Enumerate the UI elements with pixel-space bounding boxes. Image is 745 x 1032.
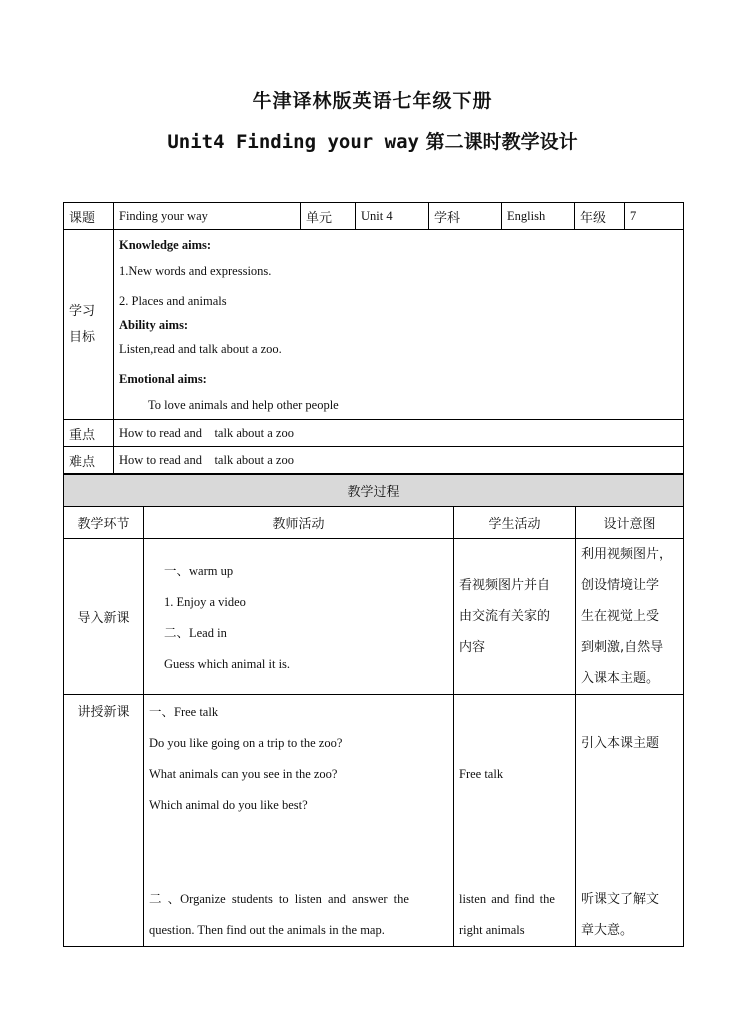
teach-purpose-2: 听课文了解文 — [581, 892, 660, 907]
intro-purpose-5: 入课本主题。 — [581, 671, 660, 686]
objectives-label-line2: 目标 — [69, 329, 96, 345]
teach-teacher-2: Do you like going on a trip to the zoo? — [149, 736, 343, 750]
teach-teacher-4: Which animal do you like best? — [149, 798, 308, 812]
process-section-title: 教学过程 — [64, 475, 684, 507]
lesson-info-table — [63, 202, 684, 474]
ability-aims-title: Ability aims: — [119, 317, 189, 332]
intro-teacher-2: 1. Enjoy a video — [164, 594, 246, 609]
teach-teacher-5: 二 、Organize students to listen and answer the — [149, 892, 409, 906]
grade-label: 年级 — [575, 203, 625, 230]
emotional-aim-1: To love animals and help other people — [148, 397, 339, 412]
intro-student-2: 由交流有关家的 — [459, 609, 551, 624]
intro-student-3: 内容 — [459, 640, 486, 655]
document-title: 牛津译林版英语七年级下册 — [252, 90, 493, 112]
subtitle-rest: 第二课时教学设计 — [425, 131, 578, 153]
process-header-row — [64, 507, 684, 539]
intro-purpose — [576, 539, 684, 695]
objectives-row — [64, 230, 684, 420]
grade-value: 7 — [625, 203, 684, 230]
header-purpose: 设计意图 — [576, 507, 684, 539]
header-teacher: 教师活动 — [144, 507, 454, 539]
teach-purpose-spacer-top — [581, 697, 678, 728]
teach-student-3: right animals — [459, 923, 525, 937]
emotional-aims-title: Emotional aims: — [119, 371, 207, 386]
teach-student — [454, 695, 576, 947]
knowledge-aim-2: 2. Places and animals — [119, 293, 227, 308]
lesson-value: Finding your way — [114, 203, 301, 230]
teach-teacher-spacer — [149, 821, 448, 884]
difficult-point-label: 难点 — [64, 447, 114, 474]
process-section-row — [64, 475, 684, 507]
subject-label: 学科 — [429, 203, 502, 230]
intro-row — [64, 539, 684, 695]
knowledge-aim-1: 1.New words and expressions. — [119, 263, 272, 278]
key-point-row — [64, 420, 684, 447]
difficult-point-row — [64, 447, 684, 474]
intro-purpose-1: 利用视频图片， — [581, 547, 673, 562]
subject-value: English — [502, 203, 575, 230]
intro-student-1: 看视频图片并自 — [459, 578, 551, 593]
teach-teacher-1: 一、Free talk — [149, 705, 219, 719]
intro-teacher — [144, 539, 454, 695]
objectives-content — [114, 230, 684, 420]
teaching-process-table — [63, 474, 684, 947]
knowledge-aims-title: Knowledge aims: — [119, 237, 212, 252]
teach-student-spacer-mid — [459, 790, 570, 884]
teach-purpose-3: 章大意。 — [581, 923, 634, 938]
teach-student-1: Free talk — [459, 767, 504, 781]
intro-purpose-3: 生在视觉上受 — [581, 609, 660, 624]
key-point-value: How to read and talk about a zoo — [114, 420, 684, 447]
intro-purpose-2: 创设情境让学 — [581, 578, 660, 593]
intro-teacher-1: 一、warm up — [164, 563, 234, 578]
difficult-point-value: How to read and talk about a zoo — [114, 447, 684, 474]
teach-student-2: listen and find the — [459, 892, 555, 906]
teach-student-spacer-top — [459, 697, 570, 759]
unit-label: 单元 — [301, 203, 356, 230]
intro-student — [454, 539, 576, 695]
intro-stage: 导入新课 — [64, 539, 144, 695]
teach-teacher — [144, 695, 454, 947]
info-row — [64, 203, 684, 230]
subtitle-unit: Unit4 Finding your way — [167, 131, 420, 153]
teach-stage: 讲授新课 — [64, 695, 144, 947]
header-student: 学生活动 — [454, 507, 576, 539]
intro-purpose-4: 到刺激,自然导 — [581, 640, 664, 655]
teach-purpose — [576, 695, 684, 947]
intro-teacher-3: 二、Lead in — [164, 625, 227, 640]
teach-teacher-6: question. Then find out the animals in the map. — [149, 923, 385, 937]
key-point-label: 重点 — [64, 420, 114, 447]
teach-purpose-spacer-mid — [581, 759, 678, 884]
ability-aim-1: Listen,read and talk about a zoo. — [119, 341, 282, 356]
teach-teacher-3: What animals can you see in the zoo? — [149, 767, 338, 781]
header-stage: 教学环节 — [64, 507, 144, 539]
teach-row — [64, 695, 684, 947]
lesson-label: 课题 — [64, 203, 114, 230]
unit-value: Unit 4 — [356, 203, 429, 230]
objectives-label — [64, 230, 114, 420]
intro-teacher-4: Guess which animal it is. — [164, 656, 291, 671]
document-subtitle — [0, 127, 745, 154]
objectives-label-line1: 学习 — [69, 303, 96, 319]
teach-purpose-1: 引入本课主题 — [581, 736, 660, 751]
